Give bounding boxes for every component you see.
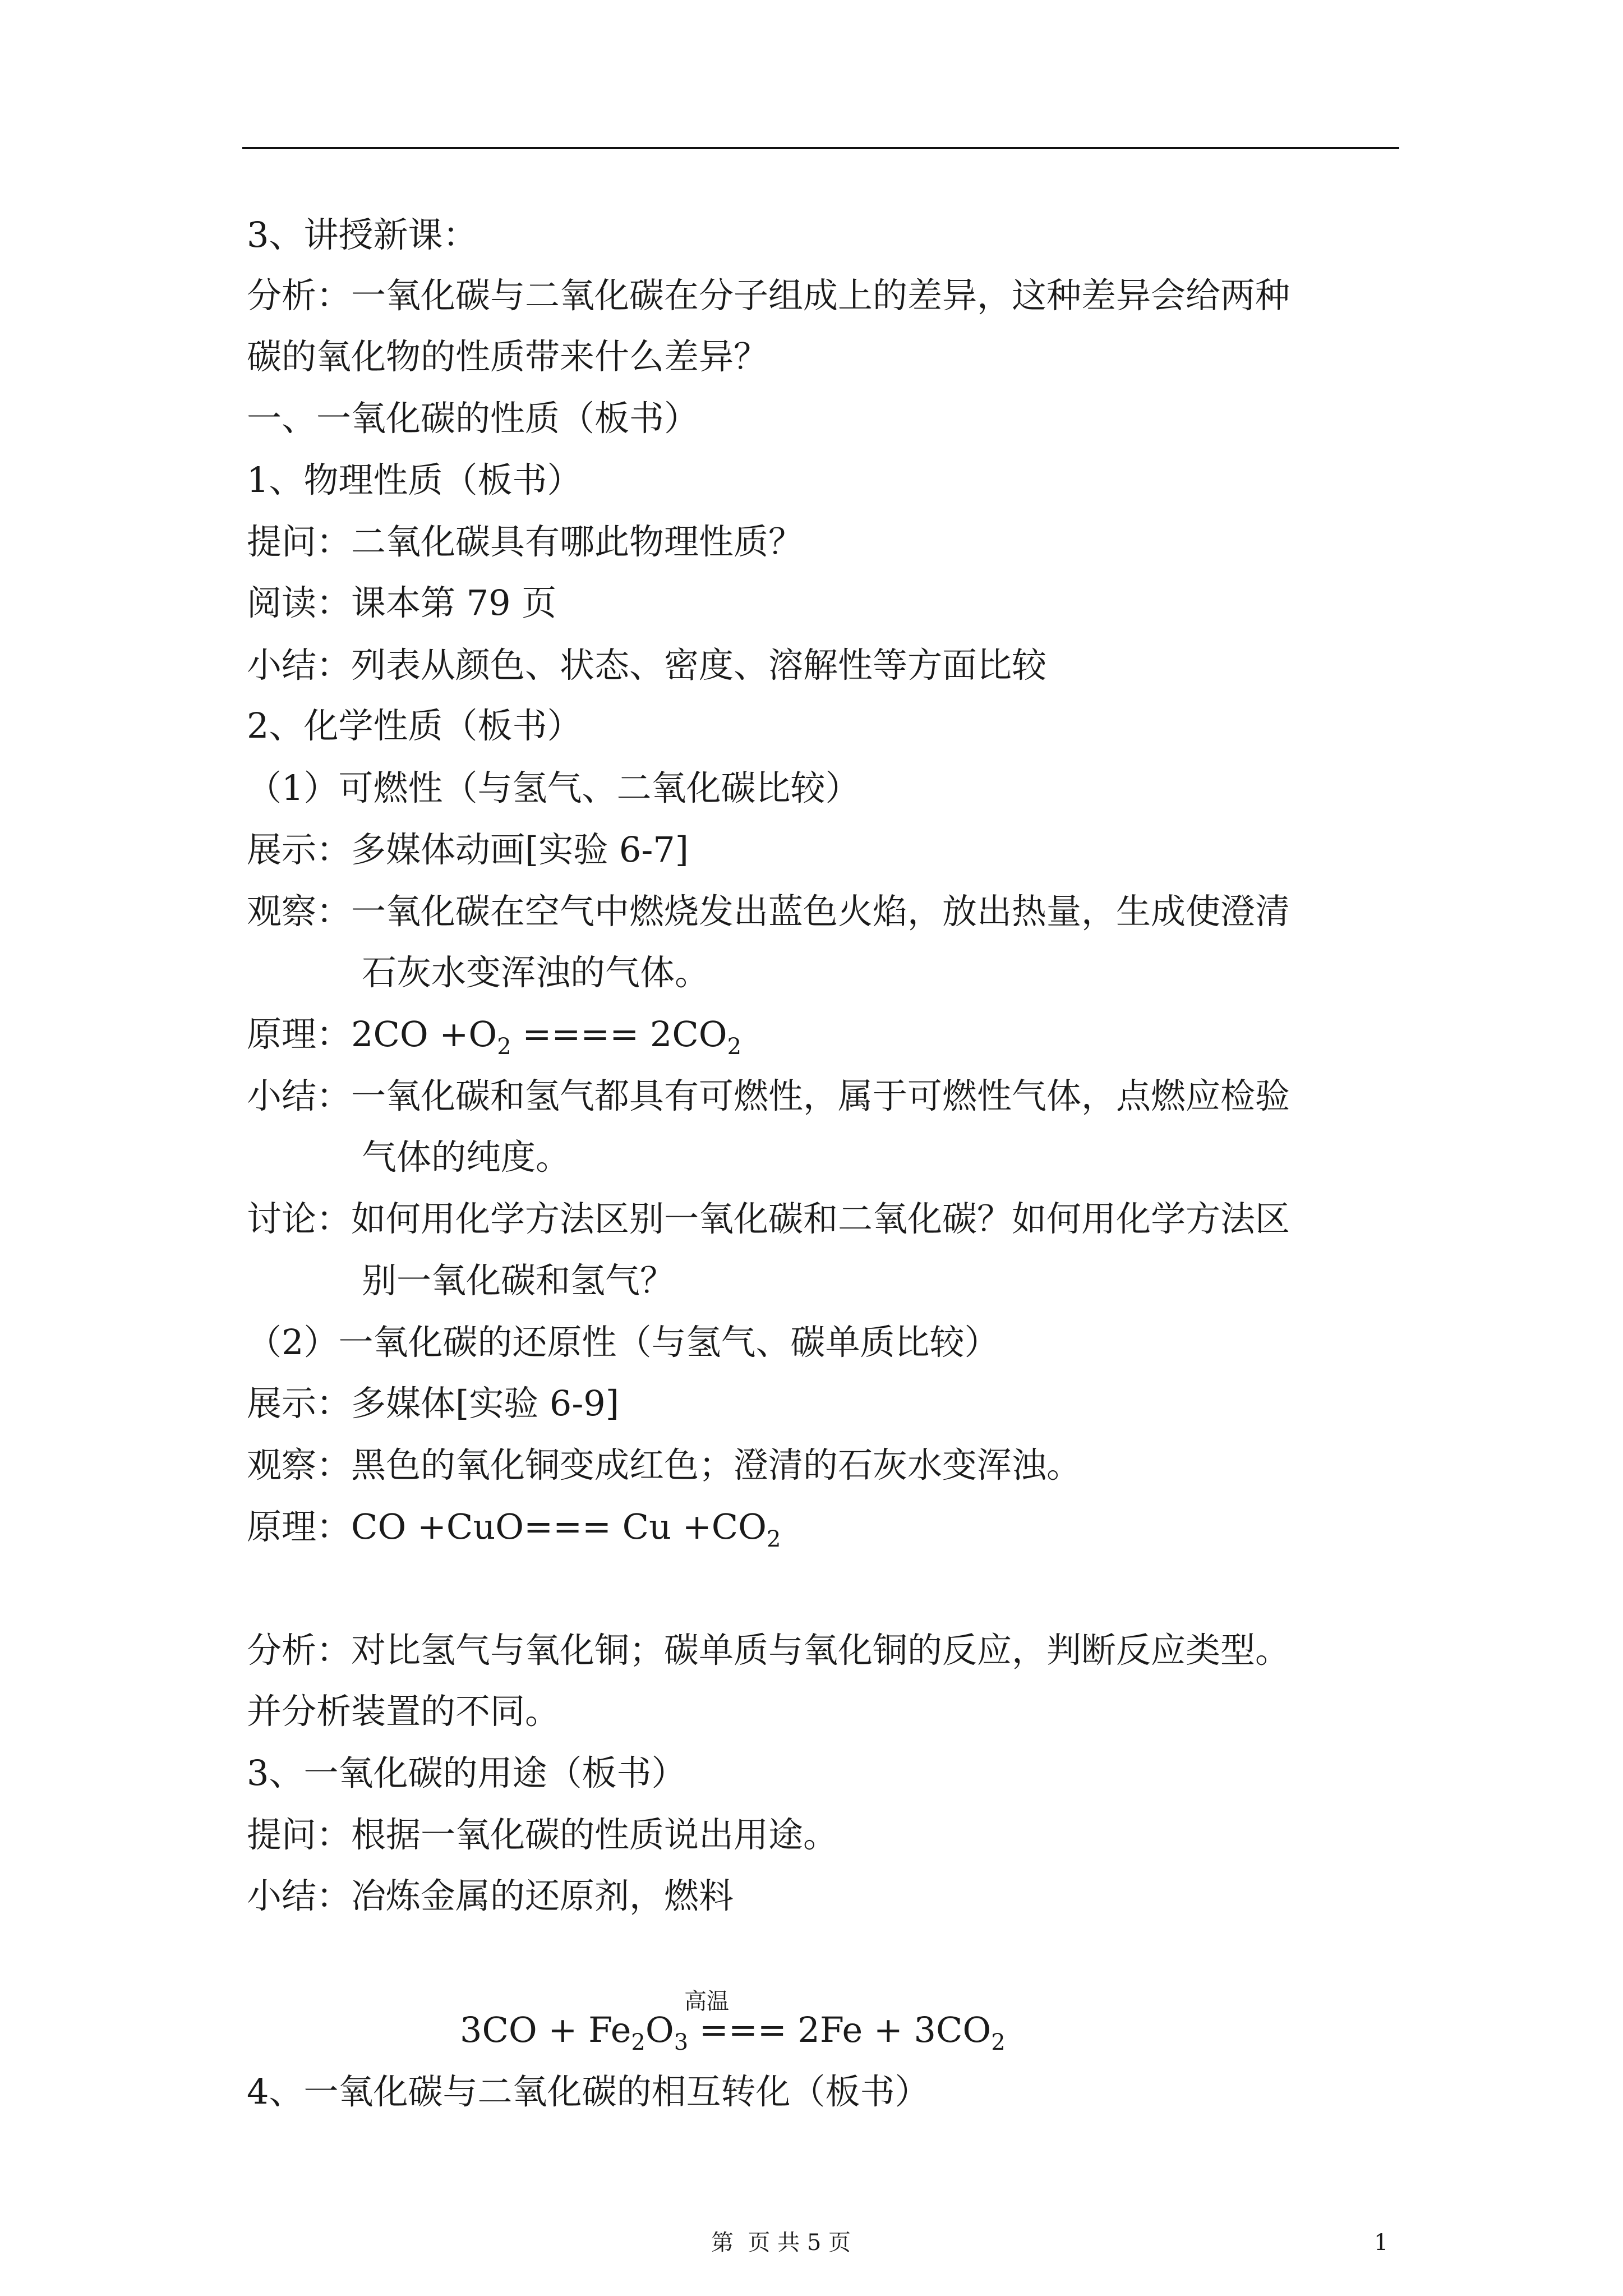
subsection-heading: 2、化学性质（板书） xyxy=(247,705,582,746)
text-line: （2）一氧化碳的还原性（与氢气、碳单质比较） xyxy=(247,1322,999,1363)
text-line: 石灰水变浑浊的气体。 xyxy=(362,952,710,993)
page-number: 1 xyxy=(1374,2230,1389,2256)
text-line: 小结：列表从颜色、状态、密度、溶解性等方面比较 xyxy=(247,645,1047,685)
text-line: 小结：一氧化碳和氢气都具有可燃性，属于可燃性气体，点燃应检验 xyxy=(247,1075,1290,1116)
text-line: 别一氧化碳和氢气？ xyxy=(362,1260,675,1301)
reaction-condition: 高温 xyxy=(684,1989,729,2014)
text-line: 展示：多媒体[实验 6-9] xyxy=(247,1383,619,1424)
text-line: 提问：二氧化碳具有哪此物理性质？ xyxy=(247,521,804,562)
header-rule xyxy=(242,147,1399,149)
equation-iron-smelting: $3CO + Fe_2O_3$ === $2Fe + 3CO_2$ xyxy=(460,2009,1006,2055)
section-heading: 一、一氧化碳的性质（板书） xyxy=(247,398,699,439)
page-footer: 第 页 共 5 页 xyxy=(711,2230,851,2256)
subsection-heading: 4、一氧化碳与二氧化碳的相互转化（板书） xyxy=(247,2071,930,2112)
text-line: 气体的纯度。 xyxy=(362,1137,571,1177)
text-line: 观察：黑色的氧化铜变成红色；澄清的石灰水变浑浊。 xyxy=(247,1444,1082,1485)
text-line: 提问：根据一氧化碳的性质说出用途。 xyxy=(247,1814,838,1855)
text-line: 碳的氧化物的性质带来什么差异？ xyxy=(247,336,769,377)
subsection-heading: 1、物理性质（板书） xyxy=(247,459,582,500)
text-line: 小结：冶炼金属的还原剂，燃料 xyxy=(247,1875,734,1916)
text-line: 分析：一氧化碳与二氧化碳在分子组成上的差异，这种差异会给两种 xyxy=(247,275,1290,316)
text-line: （1）可燃性（与氢气、二氧化碳比较） xyxy=(247,767,860,808)
text-line: 展示：多媒体动画[实验 6-7] xyxy=(247,829,689,870)
subsection-heading: 3、一氧化碳的用途（板书） xyxy=(247,1752,686,1793)
text-line: 观察：一氧化碳在空气中燃烧发出蓝色火焰，放出热量，生成使澄清 xyxy=(247,891,1290,932)
equation-reduction: 原理：CO $+CuO=== Cu +CO_2$ xyxy=(247,1506,781,1552)
text-line: 并分析装置的不同。 xyxy=(247,1691,560,1732)
text-line: 阅读：课本第 79 页 xyxy=(247,582,557,623)
equation-combustion: 原理：$2CO +O_2$ ==== $2CO_2$ xyxy=(247,1014,742,1060)
text-line: 分析：对比氢气与氧化铜；碳单质与氧化铜的反应，判断反应类型。 xyxy=(247,1630,1290,1671)
text-line: 讨论：如何用化学方法区别一氧化碳和二氧化碳？如何用化学方法区 xyxy=(247,1198,1290,1239)
text-line: 3、讲授新课： xyxy=(247,214,478,255)
